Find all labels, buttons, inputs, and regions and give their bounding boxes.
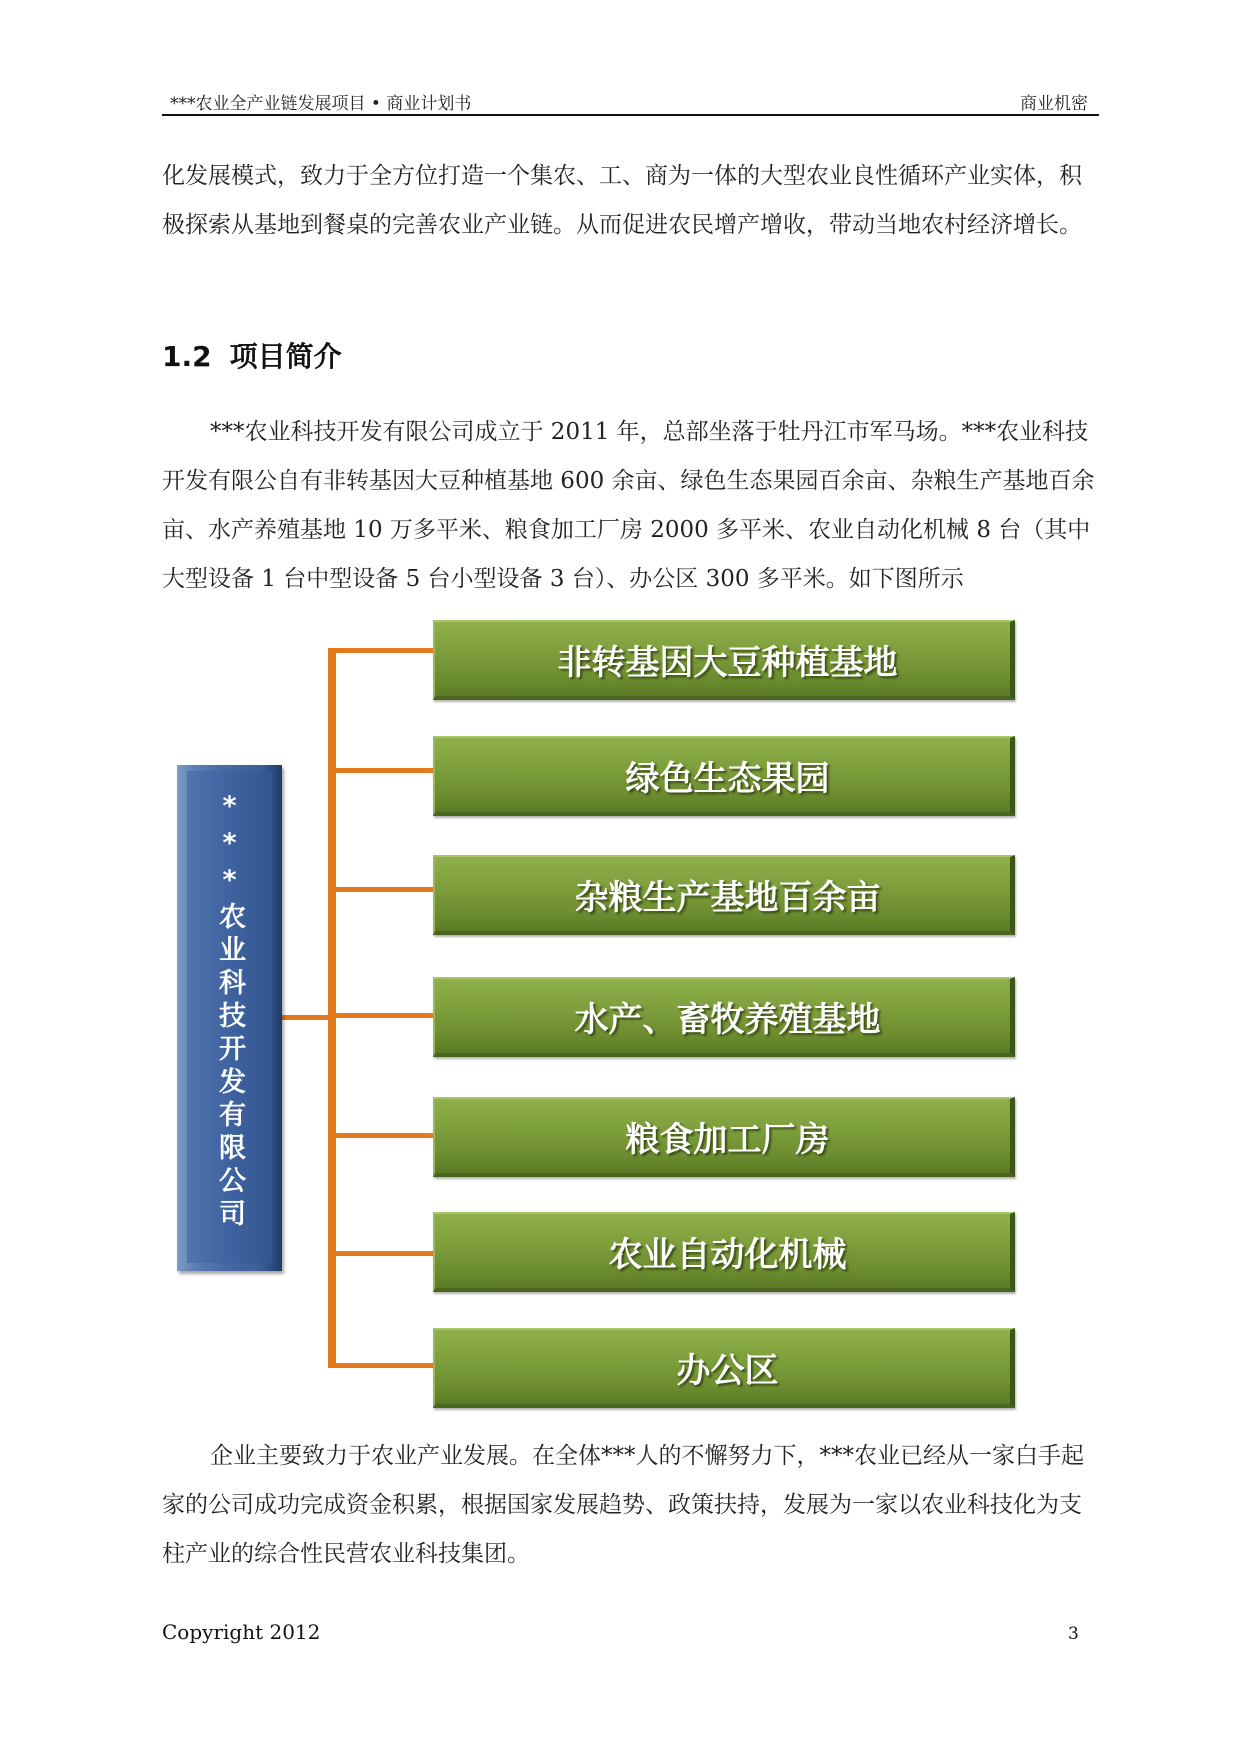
company-name: ***农业科技开发有限公司 — [187, 771, 272, 1263]
paragraph-company-development: 企业主要致力于农业产业发展。在全体***人的不懈努力下，***农业已经从一家白手起家的公司成功完成资金积累，根据国家发展趋势、政策扶持，发展为一家以农业科技化为支柱产业的综合性民营农业科技集团。 — [162, 1443, 1084, 1567]
paragraph-intro-continued: 化发展模式，致力于全方位打造一个集农、工、商为一体的大型农业良性循环产业实体，积极探索从基地到餐桌的完善农业产业链。从而促进农民增产增收，带动当地农村经济增长。 — [162, 163, 1082, 238]
header-title: ***农业全产业链发展项目 • 商业计划书 — [170, 94, 472, 114]
item-box-2: 绿色生态果园 — [433, 736, 1015, 816]
connector-branch-2 — [332, 768, 434, 773]
paragraph-project-intro: ***农业科技开发有限公司成立于 2011 年，总部坐落于牡丹江市军马场。***农业科技开发有限公自有非转基因大豆种植基地 600 余亩、绿色生态果园百余亩、杂粮生产基地百余亩、水产养殖基地 10 万多平米、粮食加工厂房 2000 多平米、农业自动化机械 8 台（其中大型设备 1 台中型设备 5 台小型设备 3 台）、办公区 300 多平米。如下图所示 — [162, 419, 1095, 592]
item-box-7: 办公区 — [433, 1328, 1015, 1408]
connector-company — [282, 1015, 332, 1020]
connector-branch-4 — [332, 1013, 434, 1018]
connector-branch-6 — [332, 1251, 434, 1256]
item-box-4: 水产、畜牧养殖基地 — [433, 977, 1015, 1057]
page-number: 3 — [1068, 1624, 1079, 1644]
footer-copyright: Copyright 2012 — [162, 1620, 321, 1644]
item-box-6: 农业自动化机械 — [433, 1212, 1015, 1292]
connector-branch-5 — [332, 1133, 434, 1138]
company-box — [177, 765, 282, 1271]
item-box-1: 非转基因大豆种植基地 — [433, 620, 1015, 700]
connector-branch-7 — [332, 1363, 434, 1368]
connector-branch-3 — [332, 887, 434, 892]
connector-trunk — [328, 648, 336, 1368]
item-box-5: 粮食加工厂房 — [433, 1097, 1015, 1177]
item-box-3: 杂粮生产基地百余亩 — [433, 855, 1015, 935]
header-confidential: 商业机密 — [1020, 94, 1088, 114]
section-title: 项目简介 — [229, 340, 342, 373]
section-number: 1.2 — [162, 340, 212, 373]
connector-branch-1 — [332, 648, 434, 653]
